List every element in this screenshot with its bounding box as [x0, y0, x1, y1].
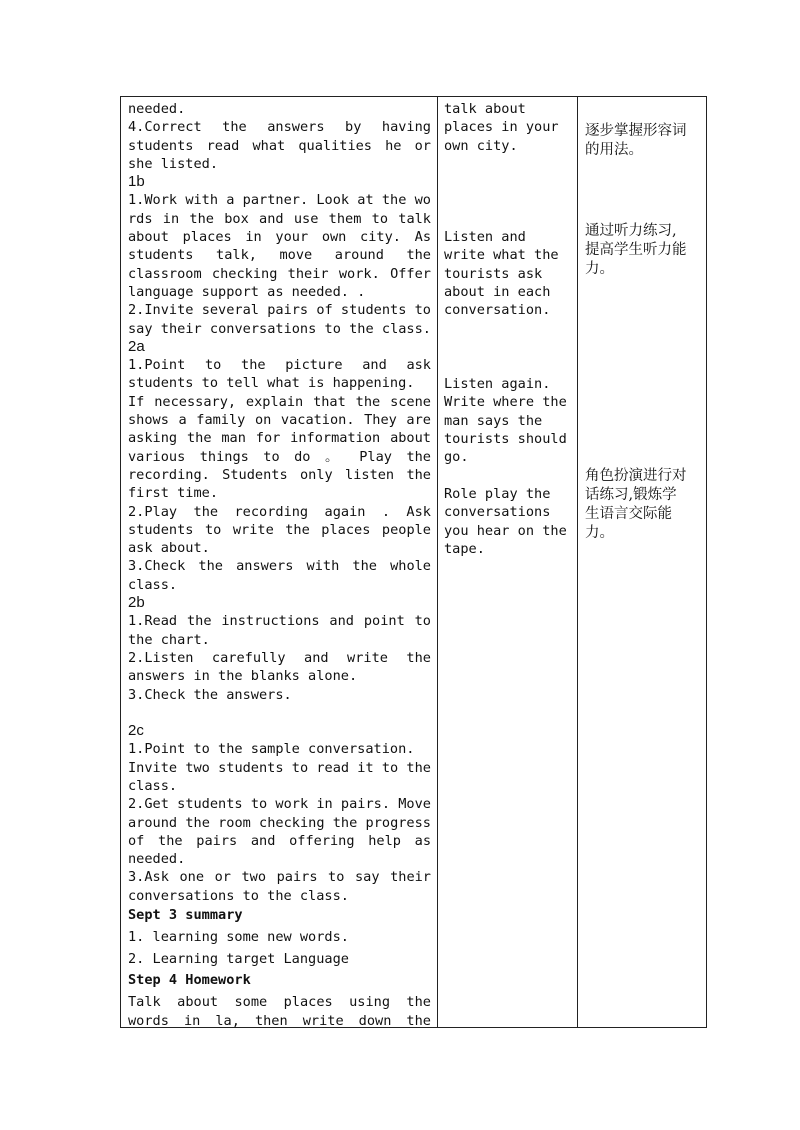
- text-line: 话练习,锻炼学: [585, 487, 677, 503]
- text-line: If necessary, explain that the scene: [128, 393, 431, 410]
- text-line: 角色扮演进行对: [585, 468, 687, 484]
- text-line: 4.Correct the answers by having: [128, 119, 431, 136]
- purpose-column: [585, 97, 703, 1027]
- text-line: Listen again.: [444, 376, 551, 392]
- teacher-activities-column: [128, 97, 431, 1031]
- text-line: about in each: [444, 283, 551, 300]
- section-heading-1b: 1b: [128, 173, 145, 191]
- text-line: go.: [444, 449, 469, 466]
- text-line: needed.: [128, 851, 186, 868]
- section-heading-2a: 2a: [128, 337, 145, 355]
- section-heading-homework: Step 4 Homework: [128, 972, 251, 989]
- text-line: class.: [128, 576, 178, 593]
- text-line: 的用法。: [585, 142, 643, 158]
- text-line: Write where the: [444, 394, 567, 411]
- text-line: ask about.: [128, 540, 210, 557]
- student-activities-column: [444, 97, 571, 1027]
- text-line: various things to do 。 Play the: [128, 448, 431, 465]
- text-line: classroom checking their work. Offer: [128, 265, 431, 282]
- text-line: of the pairs and offering help as: [128, 832, 431, 849]
- text-line: tourists ask: [444, 265, 543, 282]
- text-line: asking the man for information about: [128, 430, 431, 447]
- text-line: 2.Listen carefully and write the: [128, 649, 431, 666]
- text-line: recording. Students only listen the: [128, 466, 431, 483]
- text-line: 力。: [585, 261, 614, 277]
- text-line: Listen and: [444, 229, 526, 245]
- text-line: answers in the blanks alone.: [128, 668, 358, 685]
- column-divider: [437, 97, 438, 1027]
- text-line: 2. Learning target Language: [128, 951, 349, 968]
- text-line: tape.: [444, 540, 485, 557]
- text-line: own city.: [444, 137, 518, 154]
- text-line: students to tell what is happening.: [128, 375, 415, 392]
- text-line: language support as needed. .: [128, 283, 366, 300]
- text-line: rds in the box and use them to talk: [128, 210, 431, 227]
- text-line: say their conversations to the class.: [128, 320, 431, 337]
- text-line: students talk, move around the: [128, 247, 431, 264]
- text-line: shows a family on vacation. They are: [128, 412, 431, 429]
- text-line: 3.Ask one or two pairs to say their: [128, 869, 431, 886]
- text-line: 1.Point to the sample conversation.: [128, 741, 415, 758]
- text-line: words in la, then write down the: [128, 1013, 431, 1030]
- text-line: 生语言交际能: [585, 506, 672, 522]
- text-line: first time.: [128, 485, 219, 502]
- text-line: Invite two students to read it to the: [128, 759, 431, 776]
- text-line: 3.Check the answers.: [128, 686, 292, 703]
- text-line: the chart.: [128, 631, 210, 648]
- text-line: 1.Read the instructions and point to: [128, 613, 431, 630]
- text-line: 2.Play the recording again . Ask: [128, 503, 431, 520]
- text-line: conversation.: [444, 302, 551, 319]
- text-line: conversations: [444, 504, 551, 521]
- text-line: 2.Get students to work in pairs. Move: [128, 796, 431, 813]
- text-line: write what the: [444, 247, 559, 264]
- text-line: 力。: [585, 525, 614, 541]
- text-line: 2.Invite several pairs of students to: [128, 302, 431, 319]
- text-line: about places in your own city. As: [128, 229, 431, 246]
- column-divider: [577, 97, 578, 1027]
- text-line: students read what qualities he or: [128, 137, 431, 154]
- section-heading-2b: 2b: [128, 594, 145, 612]
- text-line: students to write the places people: [128, 521, 431, 538]
- text-line: 逐步掌握形容词: [585, 123, 687, 139]
- text-line: conversations to the class.: [128, 887, 349, 904]
- text-line: 3.Check the answers with the whole: [128, 558, 431, 575]
- text-line: class.: [128, 777, 178, 794]
- text-line: she listed.: [128, 155, 219, 172]
- text-line: 1. learning some new words.: [128, 929, 349, 946]
- text-line: 通过听力练习,: [585, 223, 677, 239]
- text-line: 提高学生听力能: [585, 242, 687, 258]
- section-heading-summary: Sept 3 summary: [128, 907, 243, 924]
- text-line: talk about: [444, 101, 526, 117]
- text-line: 1.Work with a partner. Look at the wo: [128, 192, 431, 209]
- text-line: Talk about some places using the: [128, 994, 431, 1011]
- section-heading-2c: 2c: [128, 722, 144, 740]
- text-line: you hear on the: [444, 522, 567, 539]
- text-line: needed.: [128, 101, 186, 117]
- text-line: tourists should: [444, 430, 567, 447]
- text-line: places in your: [444, 119, 559, 136]
- text-line: man says the: [444, 412, 543, 429]
- text-line: Role play the: [444, 486, 551, 502]
- text-line: around the room checking the progress: [128, 814, 431, 831]
- lesson-plan-table: [120, 96, 707, 1028]
- text-line: 1.Point to the picture and ask: [128, 357, 431, 374]
